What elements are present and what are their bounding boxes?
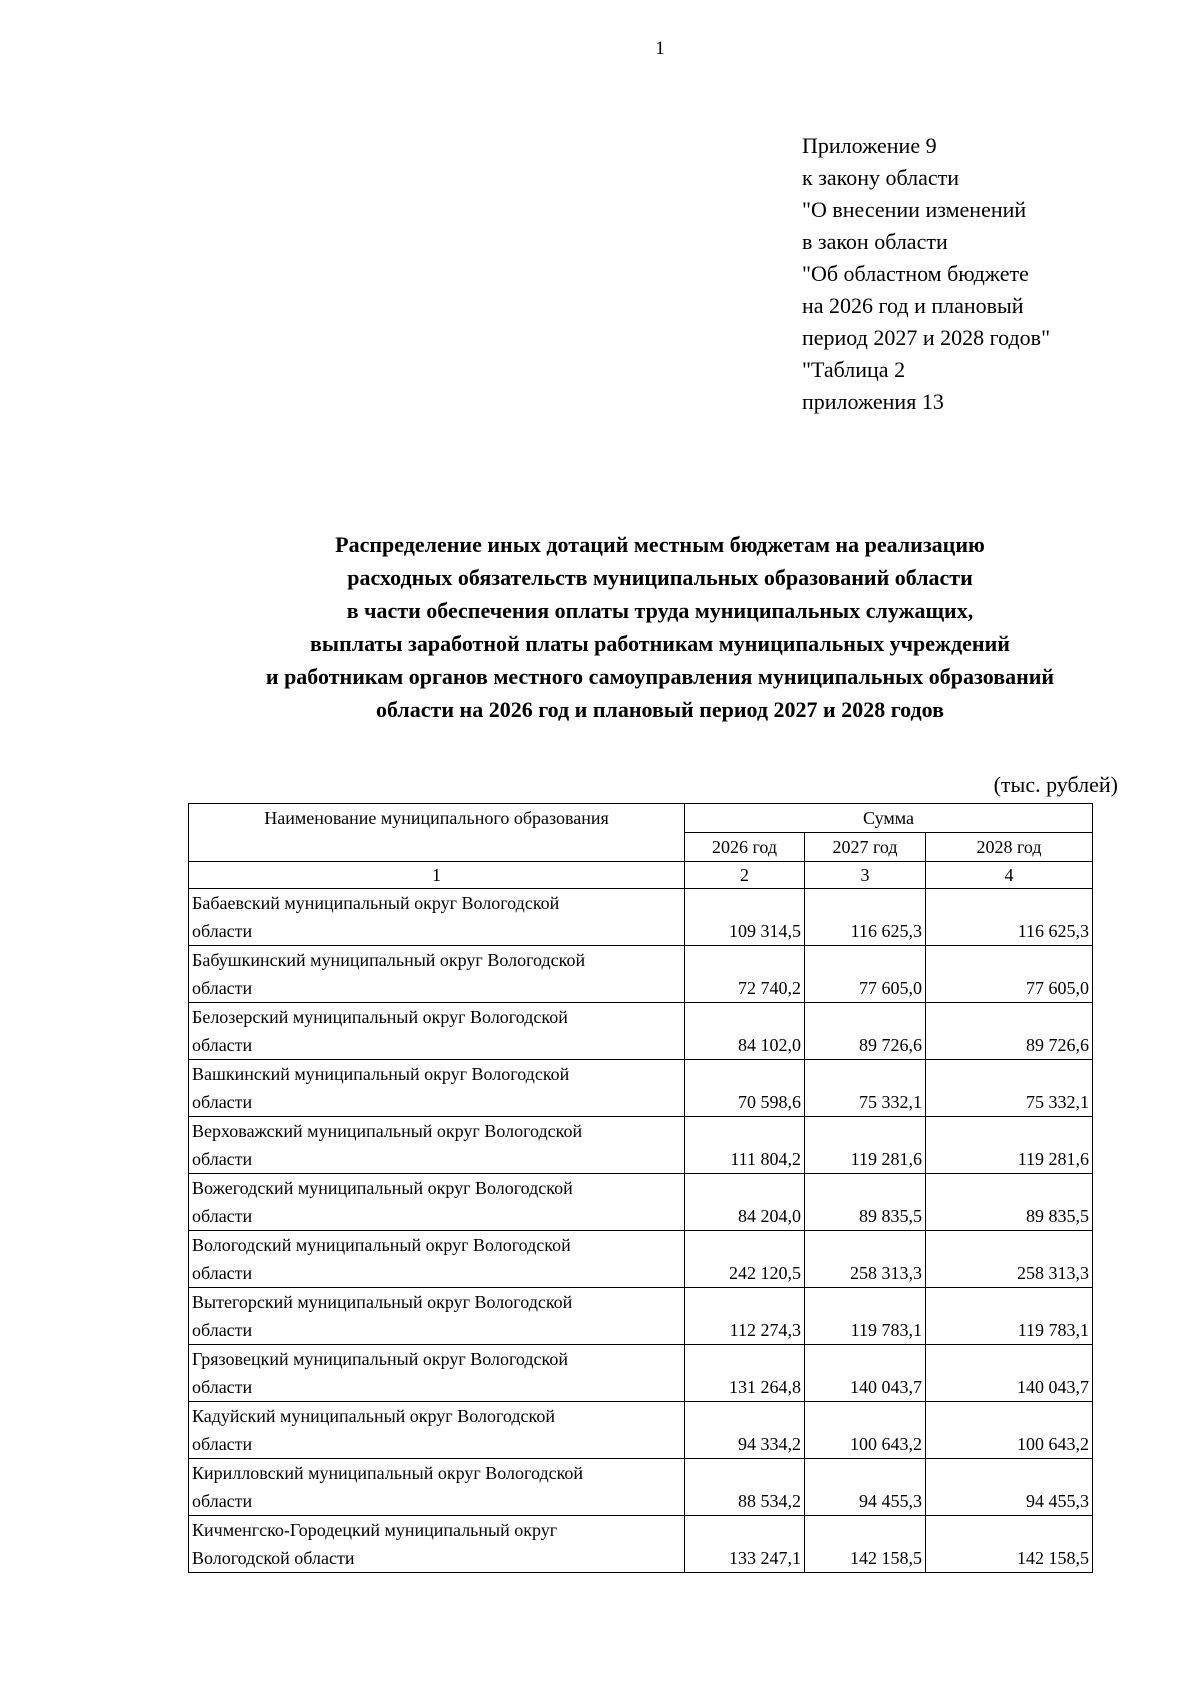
amount-2028-cell: 77 605,0 xyxy=(926,946,1093,1003)
appendix-line: в закон области xyxy=(802,229,948,254)
municipality-name-cell xyxy=(189,1516,685,1573)
amount-2027-cell: 75 332,1 xyxy=(805,1060,926,1117)
amount-2028-cell: 116 625,3 xyxy=(926,889,1093,946)
municipality-name-line: Вожегодский муниципальный округ Вологодской xyxy=(192,1178,573,1198)
amount-2026-cell: 94 334,2 xyxy=(685,1402,805,1459)
table-row xyxy=(189,1003,1093,1060)
amount-2028-cell: 89 835,5 xyxy=(926,1174,1093,1231)
column-number-3: 3 xyxy=(805,862,926,889)
amount-2027-cell: 100 643,2 xyxy=(805,1402,926,1459)
appendix-line: на 2026 год и плановый xyxy=(802,293,1024,318)
amount-2028-cell: 75 332,1 xyxy=(926,1060,1093,1117)
municipality-name-line: Кадуйский муниципальный округ Вологодской xyxy=(192,1406,555,1426)
municipality-name-line: области xyxy=(192,1377,253,1397)
amount-2026-cell: 88 534,2 xyxy=(685,1459,805,1516)
table-row xyxy=(189,1060,1093,1117)
amount-2027-cell: 258 313,3 xyxy=(805,1231,926,1288)
municipality-name-line: области xyxy=(192,1491,253,1511)
distribution-table xyxy=(188,803,1093,1573)
amount-2028-cell: 100 643,2 xyxy=(926,1402,1093,1459)
amount-2028-cell: 119 281,6 xyxy=(926,1117,1093,1174)
municipality-name-line: Вологодской области xyxy=(192,1548,355,1568)
table-row xyxy=(189,1288,1093,1345)
municipality-name-cell xyxy=(189,1174,685,1231)
municipality-name-cell xyxy=(189,889,685,946)
header-municipality-name: Наименование муниципального образования xyxy=(189,804,685,862)
amount-2027-cell: 119 783,1 xyxy=(805,1288,926,1345)
municipality-name-cell xyxy=(189,1117,685,1174)
municipality-name-cell xyxy=(189,1060,685,1117)
table-body xyxy=(189,889,1093,1573)
amount-2028-cell: 140 043,7 xyxy=(926,1345,1093,1402)
appendix-line: период 2027 и 2028 годов" xyxy=(802,325,1051,350)
column-number-1: 1 xyxy=(189,862,685,889)
amount-2028-cell: 94 455,3 xyxy=(926,1459,1093,1516)
amount-2028-cell: 89 726,6 xyxy=(926,1003,1093,1060)
table-row xyxy=(189,946,1093,1003)
municipality-name-line: Бабушкинский муниципальный округ Вологодской xyxy=(192,950,586,970)
municipality-name-line: области xyxy=(192,1434,253,1454)
amount-2026-cell: 242 120,5 xyxy=(685,1231,805,1288)
amount-2027-cell: 77 605,0 xyxy=(805,946,926,1003)
municipality-name-line: Вологодский муниципальный округ Вологодской xyxy=(192,1235,571,1255)
header-sum: Сумма xyxy=(685,804,1093,833)
municipality-name-line: области xyxy=(192,1206,253,1226)
column-number-2: 2 xyxy=(685,862,805,889)
amount-2027-cell: 142 158,5 xyxy=(805,1516,926,1573)
amount-2027-cell: 89 726,6 xyxy=(805,1003,926,1060)
amount-2026-cell: 109 314,5 xyxy=(685,889,805,946)
municipality-name-line: Вашкинский муниципальный округ Вологодской xyxy=(192,1064,570,1084)
table-row xyxy=(189,1174,1093,1231)
municipality-name-cell xyxy=(189,1459,685,1516)
municipality-name-line: области xyxy=(192,1092,253,1112)
header-year-2027: 2027 год xyxy=(805,833,926,862)
page-number: 1 xyxy=(655,38,665,59)
amount-2026-cell: 84 204,0 xyxy=(685,1174,805,1231)
units-label: (тыс. рублей) xyxy=(993,772,1118,797)
appendix-line: к закону области xyxy=(802,165,960,190)
appendix-line: "О внесении изменений xyxy=(802,197,1027,222)
municipality-name-line: Грязовецкий муниципальный округ Вологодской xyxy=(192,1349,569,1369)
amount-2028-cell: 119 783,1 xyxy=(926,1288,1093,1345)
amount-2026-cell: 112 274,3 xyxy=(685,1288,805,1345)
amount-2026-cell: 84 102,0 xyxy=(685,1003,805,1060)
appendix-line: "Об областном бюджете xyxy=(802,261,1029,286)
document-title xyxy=(150,528,1170,726)
municipality-name-cell xyxy=(189,946,685,1003)
amount-2027-cell: 140 043,7 xyxy=(805,1345,926,1402)
title-line: в части обеспечения оплаты труда муниципальных служащих, xyxy=(346,598,974,623)
title-line: и работникам органов местного самоуправления муниципальных образований xyxy=(265,664,1055,689)
appendix-line: "Таблица 2 xyxy=(802,357,906,382)
municipality-name-line: Бабаевский муниципальный округ Вологодской xyxy=(192,893,560,913)
amount-2027-cell: 116 625,3 xyxy=(805,889,926,946)
municipality-name-line: Вытегорский муниципальный округ Вологодской xyxy=(192,1292,573,1312)
municipality-name-cell xyxy=(189,1288,685,1345)
table-row xyxy=(189,1345,1093,1402)
title-line: расходных обязательств муниципальных образований области xyxy=(347,565,973,590)
municipality-name-line: области xyxy=(192,1263,253,1283)
municipality-name-line: области xyxy=(192,1149,253,1169)
municipality-name-line: Белозерский муниципальный округ Вологодской xyxy=(192,1007,568,1027)
municipality-name-cell xyxy=(189,1003,685,1060)
title-line: Распределение иных дотаций местным бюджетам на реализацию xyxy=(335,532,985,557)
table-row xyxy=(189,1231,1093,1288)
title-line: области на 2026 год и плановый период 2027 и 2028 годов xyxy=(375,697,944,722)
municipality-name-line: области xyxy=(192,1035,253,1055)
amount-2027-cell: 89 835,5 xyxy=(805,1174,926,1231)
amount-2027-cell: 119 281,6 xyxy=(805,1117,926,1174)
amount-2028-cell: 142 158,5 xyxy=(926,1516,1093,1573)
municipality-name-line: области xyxy=(192,1320,253,1340)
amount-2027-cell: 94 455,3 xyxy=(805,1459,926,1516)
title-line: выплаты заработной платы работникам муниципальных учреждений xyxy=(310,631,1010,656)
header-year-2028: 2028 год xyxy=(926,833,1093,862)
appendix-line: приложения 13 xyxy=(802,389,944,414)
amount-2026-cell: 111 804,2 xyxy=(685,1117,805,1174)
municipality-name-cell xyxy=(189,1231,685,1288)
municipality-name-line: Кирилловский муниципальный округ Вологодской xyxy=(192,1463,584,1483)
appendix-reference xyxy=(802,130,1050,418)
table-row xyxy=(189,1402,1093,1459)
municipality-name-line: Верховажский муниципальный округ Вологодской xyxy=(192,1121,583,1141)
table-row xyxy=(189,1516,1093,1573)
municipality-name-line: области xyxy=(192,978,253,998)
amount-2026-cell: 131 264,8 xyxy=(685,1345,805,1402)
amount-2026-cell: 133 247,1 xyxy=(685,1516,805,1573)
municipality-name-line: области xyxy=(192,921,253,941)
table-row xyxy=(189,889,1093,946)
municipality-name-cell xyxy=(189,1345,685,1402)
table-row xyxy=(189,1459,1093,1516)
municipality-name-cell xyxy=(189,1402,685,1459)
municipality-name-line: Кичменгско-Городецкий муниципальный округ xyxy=(192,1520,558,1540)
table-row xyxy=(189,1117,1093,1174)
column-number-4: 4 xyxy=(926,862,1093,889)
appendix-line: Приложение 9 xyxy=(802,133,937,158)
amount-2026-cell: 72 740,2 xyxy=(685,946,805,1003)
amount-2028-cell: 258 313,3 xyxy=(926,1231,1093,1288)
amount-2026-cell: 70 598,6 xyxy=(685,1060,805,1117)
header-year-2026: 2026 год xyxy=(685,833,805,862)
